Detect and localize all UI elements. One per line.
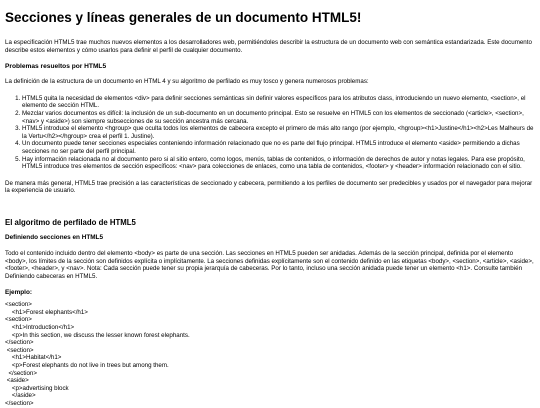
problems-closing-paragraph: De manera más general, HTML5 trae precisión a las características de seccionado y cabecera, permitiendo a los perfiles de documento ser predecibles y usados por el navegador para mejorar la experiencia de usuario. [5,179,533,195]
code-line: </section> [5,369,37,377]
section-heading-problems: Problemas resueltos por HTML5 [5,63,107,71]
list-item: 2. Mezclar varios documentos es difícil: la inclusión de un sub-documento en un documento principal. Esto se resuelve en HTML5 con los elementos de seccionado (<article>, <section>, <nav> y <aside>) son siempre subsecciones de su sección ancestra más cercana. [22,110,535,125]
code-line: <h1>Introduction</h1> [5,324,75,332]
example-label: Ejemplo: [5,289,32,297]
code-line: <h1>Forest elephants</h1> [5,308,88,316]
subheading-defining-sections: Definiendo secciones en HTML5 [5,233,104,241]
section-heading-algorithm: El algoritmo de perfilado de HTML5 [5,217,136,227]
sections-body-paragraph: Todo el contenido incluido dentro del elemento <body> es parte de una sección. Las secciones en HTML5 pueden ser anidadas. Además de la sección principal, definida por el elemento <body>, los límites de la sección son definidos explícita o implícitamente. La secciones definidas explícitamente son el contenido definido en las etiquetas <body>, <section>, <article>, <aside>, <footer>, <header>, y <nav>. Nota: Cada sección puede tener su propia jerarquía de cabeceras. Por lo tanto, incluso una sección anidada puede tener un elemento <h1>. Consulte también Definiendo cabeceras en HTML5. [5,249,534,280]
list-item: 5. Hay información relacionada no al documento pero si al sitio entero, como logos, menús, tablas de contenidos, o información de derechos de autor y notas legales. Para ese propósito, HTML5 introduce tres elementos de sección específicos: <nav> para colecciones de enlaces, como una tabla de contenidos, <footer> y <header> información relacionado con el sitio. [22,156,535,171]
code-line: </section> [5,400,34,407]
list-item: 1. HTML5 quita la necesidad de elementos <div> para definir secciones semánticas sin definir valores específicos para los atributos class, introduciendo un nuevo elemento, <section>, el elemento de sección HTML. [22,95,535,110]
code-line: </aside> [5,392,36,400]
page-title: Secciones y líneas generales de un documento HTML5! [5,10,362,25]
code-line: <section> [5,316,32,324]
code-line: <p>Forest elephants do not live in trees but among them. [5,362,169,370]
section-spacer [5,204,535,218]
intro-paragraph: La especificación HTML5 trae muchos nuevos elementos a los desarrolladores web, permitiéndoles describir la estructura de un documento web con semántica estandarizada. Este documento describe estos elementos y cómo usarlos para definir el perfil de cualquier documento. [5,39,532,54]
problems-lead-paragraph: La definición de la estructura de un documento en HTML 4 y su algoritmo de perfilado es muy tosco y genera numerosos problemas: [5,78,369,86]
code-line: <h1>Habitat</h1> [5,354,62,362]
list-item: 4. Un documento puede tener secciones especiales conteniendo información relacionado que no es parte del flujo principal. HTML5 introduce el elemento <aside> permitiendo a dichas secciones no ser parte del perfil principal. [22,140,535,155]
code-line: </section> [5,339,34,347]
code-line: <section> [5,301,32,309]
code-line: <section> [5,346,34,354]
code-line: <p>In this section, we discuss the lesser known forest elephants. [5,331,190,339]
code-example [5,301,535,407]
code-line: <aside> [5,377,29,385]
code-line: <p>advertising block [5,384,69,392]
list-item: 3. HTML5 introduce el elemento <hgroup> que oculta todos los elementos de cabecera excepto el primero de más alto rango (por ejemplo, <hgroup><h1>Justine</h1><h2>Les Malheurs de la Vertu</h2></hgroup> crea el perfil 1. Justine). [22,125,535,140]
problems-list [5,95,535,171]
